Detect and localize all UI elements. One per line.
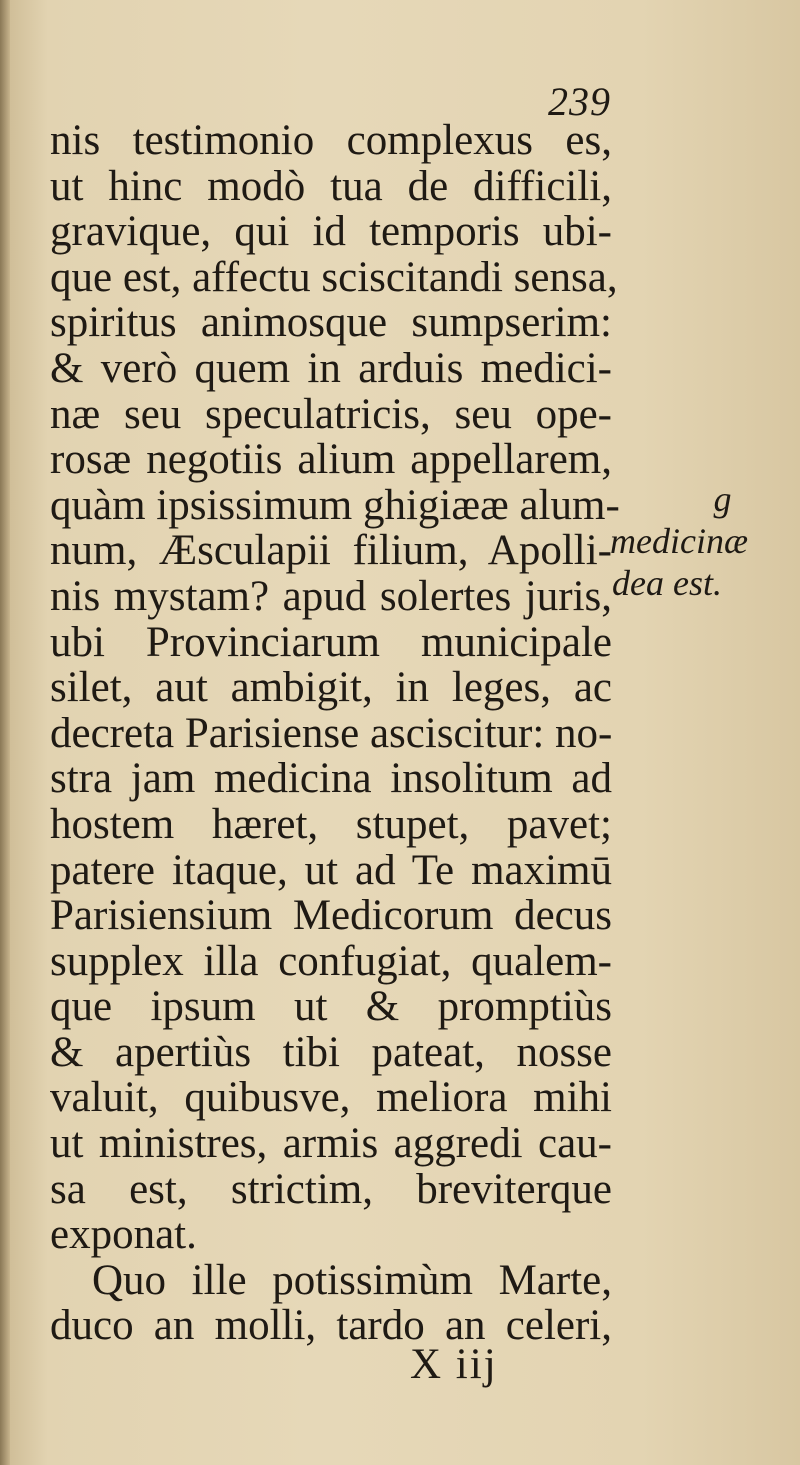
text-line: decreta Parisiense asciscitur: no- <box>50 709 613 757</box>
marginal-note <box>610 478 795 604</box>
text-line: silet, aut ambigit, in leges, ac <box>50 664 612 712</box>
text-line: sa est, strictim, breviterque <box>50 1165 612 1213</box>
text-line: patere itaque, ut ad Te maximū <box>50 846 612 894</box>
marginal-note-line: medicinæ <box>610 521 748 561</box>
text-line: duco an molli, tardo an celeri, <box>50 1302 612 1350</box>
text-line: que ipsum ut & promptiùs <box>50 983 612 1031</box>
text-line: stra jam medicina insolitum ad <box>50 755 612 803</box>
signature-mark: X iij <box>410 1341 498 1388</box>
marginal-note-mark: g <box>713 479 732 519</box>
text-line: rosæ negotiis alium appellarem, <box>50 436 612 484</box>
text-line: que est, affectu sciscitandi sensa, <box>50 253 618 301</box>
text-line: næ seu speculatricis, seu ope- <box>50 390 612 438</box>
text-line: ut ministres, armis aggredi cau- <box>50 1120 612 1168</box>
text-line: ubi Provinciarum municipale <box>50 618 612 666</box>
text-line: Parisiensium Medicorum decus <box>50 892 612 940</box>
text-line: Quo ille potissimùm Marte, <box>92 1256 612 1304</box>
marginal-note-line: dea est. <box>612 563 722 603</box>
text-line: & verò quem in arduis medici- <box>50 344 612 392</box>
text-line: & apertiùs tibi pateat, nosse <box>50 1028 612 1076</box>
page-number: 239 <box>548 79 611 124</box>
text-line: supplex illa confugiat, qualem- <box>50 937 612 985</box>
text-line: valuit, quibusve, meliora mihi <box>50 1074 612 1122</box>
text-line: ut hinc modò tua de difficili, <box>50 162 612 210</box>
text-line: nis mystam? apud solertes juris, <box>50 572 612 620</box>
text-line: num, Æsculapii filium, Apolli- <box>50 527 612 575</box>
text-line: quàm ipsissimum ghigiææ alum- <box>50 481 620 529</box>
text-line: nis testimonio complexus es, <box>50 117 612 164</box>
text-line: gravique, qui id temporis ubi- <box>50 208 612 256</box>
body-text <box>50 117 620 1350</box>
text-line: hostem hæret, stupet, pavet; <box>50 800 612 848</box>
text-line: spiritus animosque sumpserim: <box>50 299 612 347</box>
text-line: exponat. <box>50 1211 197 1259</box>
